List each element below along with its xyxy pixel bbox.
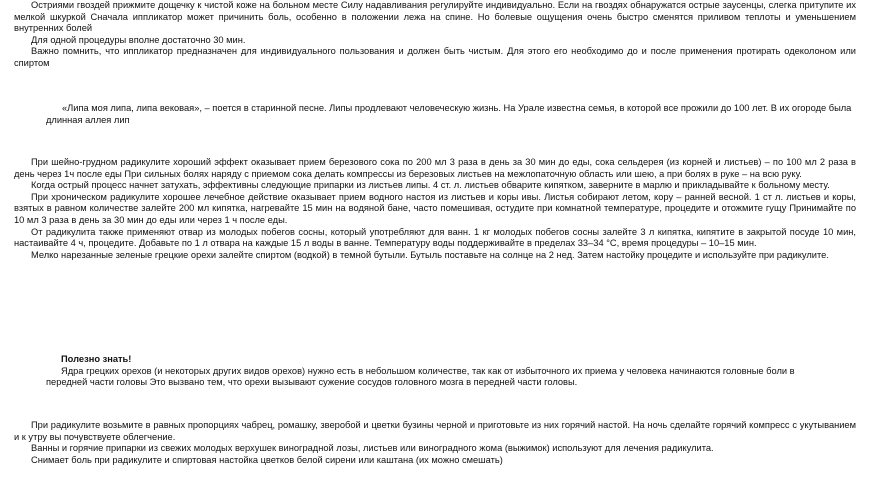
paragraph: При радикулите возьмите в равных пропорциях чабрец, ромашку, зверобой и цветки бузины черной и приготовьте из них горячий настой. На ночь сделайте горячий компресс с укутыванием и к утру вы почувствуете облегчение. xyxy=(14,420,856,442)
paragraph: При шейно-грудном радикулите хороший эффект оказывает прием березового сока по 200 мл 3 раза в день за 30 мин до еды, сока сельдерея (из корней и листьев) – по 100 мл 2 раза в день через 1ч после еды При сильных болях наряду с приемом сока делать компрессы из березовых листьев на межлопаточную область или шею, а при болях в руке – на всю руку. xyxy=(14,157,856,179)
paragraph: От радикулита также применяют отвар из молодых побегов сосны, который употребляют для ванн. 1 кг молодых побегов сосны залейте 3 л кипятка, кипятите в закрытой посуде 10 мин, настаивайте 4 ч, процедите. Добавьте по 1 л отвара на каждые 15 л воды в ванне. Температуру воды поддерживайте в пределах 33–34 °С, время процедуры – 10–15 мин. xyxy=(14,226,856,249)
paragraph: Важно помнить, что иппликатор предназначен для индивидуального пользования и должен быть чистым. Для этого его необходимо до и после применения протирать одеколоном или спиртом xyxy=(14,46,856,68)
paragraph: При хроническом радикулите хорошее лечебное действие оказывает прием водного настоя из листьев и коры ивы. Листья собирают летом, кору – ранней весной. 1 ст л. листьев и коры, взятых в равном количестве залейте 200 мл кипятка, нагревайте 15 мин на водяной бане, часто помешивая, остудите при комнатной температуре, процедите и отожмите гущу Принимайте по 10 мл 3 раза в день за 30 мин до еды или через 1 ч после еды. xyxy=(14,191,856,225)
paragraph: Когда острый процесс начнет затухать, эффективны следующие припарки из листьев липы. 4 ст. л. листьев обварите кипятком, заверните в марлю и прикладывайте к больному месту. xyxy=(31,180,830,191)
paragraph: Мелко нарезанные зеленые грецкие орехи залейте спиртом (водкой) в темной бутыли. Бутыль поставьте на солнце на 2 нед. Затем настойку процедите и используйте при радикулите. xyxy=(31,249,829,260)
section-radiculitis xyxy=(14,157,856,261)
note-text: Ядра грецких орехов (и некоторых других видов орехов) нужно есть в небольшом количестве, так как от избыточного их приема у человека начинаются головные боли в передней части головы Это вызвано тем, что орехи вызывают сужение сосудов головного мозга в передней части головы. xyxy=(46,365,795,388)
section-herbal xyxy=(14,420,856,466)
quote-block xyxy=(46,103,856,126)
paragraph: Остриями гвоздей прижмите дощечку к чистой коже на больном месте Силу надавливания регулируйте индивидуально. Если на гвоздях обнаружатся острые заусенцы, слегка притупите их мелкой шкуркой Сначала иппликатор может причинить боль, особенно в положении лежа на спине. Но болевые ощущения очень быстро сменятся приливом теплоты и уменьшением внутренних болей xyxy=(14,0,856,34)
note-title: Полезно знать! xyxy=(61,354,132,364)
section-applicator xyxy=(14,0,856,70)
quote-text: «Липа моя липа, липа вековая», – поется в старинной песне. Липы продлевают человеческую жизнь. На Урале известна семья, в которой все прожили до 100 лет. В их огороде была длинная аллея лип xyxy=(46,103,852,125)
paragraph: Для одной процедуры вполне достаточно 30 мин. xyxy=(31,34,246,45)
useful-note xyxy=(46,354,826,389)
paragraph: Снимает боль при радикулите и спиртовая настойка цветков белой сирени или каштана (их можно смешать) xyxy=(31,454,503,465)
paragraph: Ванны и горячие припарки из свежих молодых верхушек виноградной лозы, листьев или виноградного жома (выжимок) используют для лечения радикулита. xyxy=(31,443,714,454)
